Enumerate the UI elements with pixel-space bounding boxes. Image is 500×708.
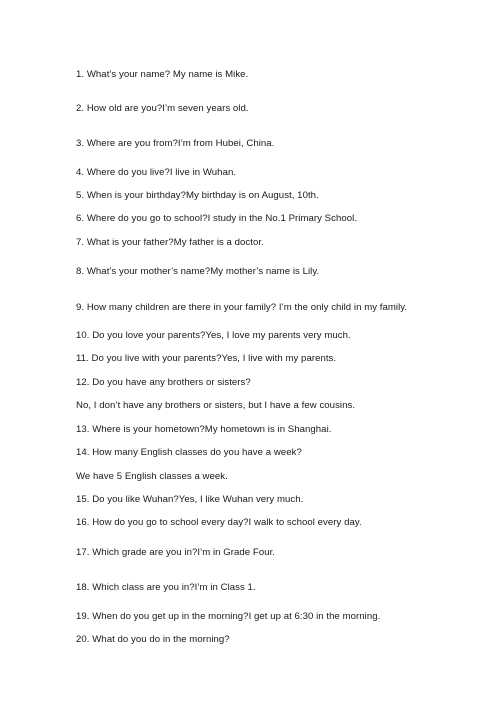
qa-line-15: 15. Do you like Wuhan?Yes, I like Wuhan very much. bbox=[76, 494, 304, 505]
qa-line-14-answer: We have 5 English classes a week. bbox=[76, 471, 228, 482]
qa-line-6: 6. Where do you go to school?I study in the No.1 Primary School. bbox=[76, 213, 358, 224]
qa-line-14: 14. How many English classes do you have a week? bbox=[76, 447, 302, 458]
qa-line-4: 4. Where do you live?I live in Wuhan. bbox=[76, 167, 237, 178]
qa-line-17: 17. Which grade are you in?I’m in Grade Four. bbox=[76, 547, 276, 558]
qa-line-19: 19. When do you get up in the morning?I get up at 6:30 in the morning. bbox=[76, 611, 381, 622]
qa-line-9: 9. How many children are there in your family? I’m the only child in my family. bbox=[76, 302, 408, 313]
qa-line-20: 20. What do you do in the morning? bbox=[76, 634, 230, 645]
qa-line-2: 2. How old are you?I’m seven years old. bbox=[76, 103, 249, 114]
qa-line-16: 16. How do you go to school every day?I walk to school every day. bbox=[76, 517, 362, 528]
qa-line-7: 7. What is your father?My father is a doctor. bbox=[76, 237, 264, 248]
qa-line-18: 18. Which class are you in?I’m in Class 1. bbox=[76, 582, 256, 593]
qa-line-3: 3. Where are you from?I’m from Hubei, China. bbox=[76, 138, 275, 149]
qa-line-11: 11. Do you live with your parents?Yes, I live with my parents. bbox=[76, 353, 337, 364]
qa-line-10: 10. Do you love your parents?Yes, I love my parents very much. bbox=[76, 330, 351, 341]
qa-line-12-answer: No, I don’t have any brothers or sisters, but I have a few cousins. bbox=[76, 400, 356, 411]
qa-line-5: 5. When is your birthday?My birthday is on August, 10th. bbox=[76, 190, 319, 201]
qa-line-8: 8. What’s your mother’s name?My mother’s name is Lily. bbox=[76, 266, 320, 277]
qa-line-13: 13. Where is your hometown?My hometown is in Shanghai. bbox=[76, 424, 332, 435]
qa-line-1: 1. What’s your name? My name is Mike. bbox=[76, 69, 249, 80]
qa-line-12: 12. Do you have any brothers or sisters? bbox=[76, 377, 251, 388]
